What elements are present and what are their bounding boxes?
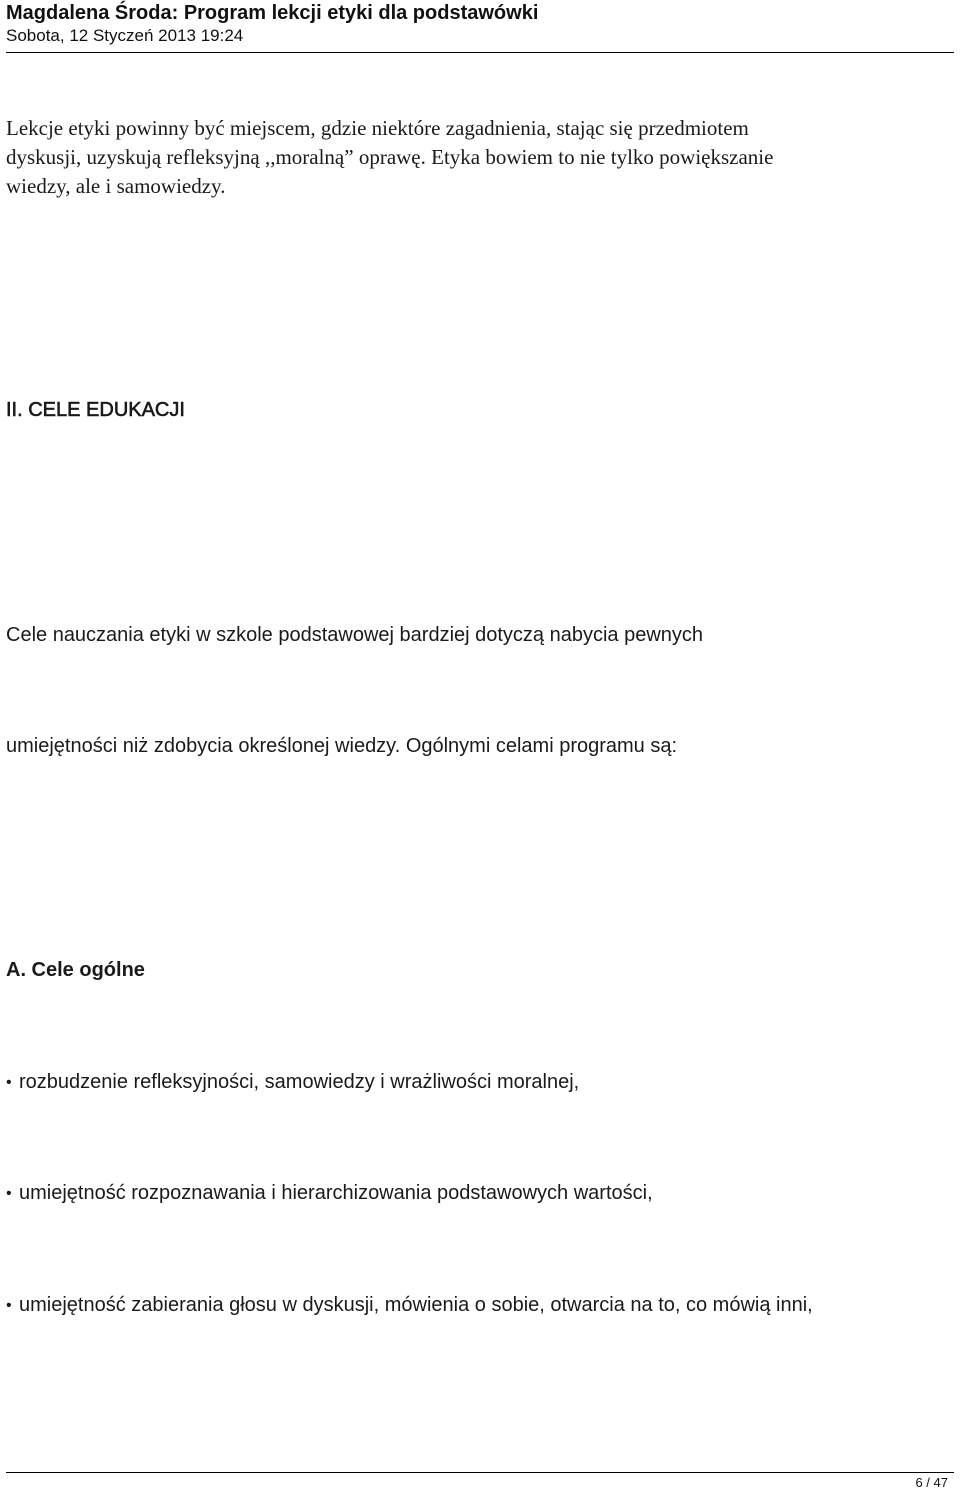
list-item-text: umiejętność zabierania głosu w dyskusji, mówienia o sobie, otwarcia na to, co mówią inni,	[19, 1294, 813, 1316]
list-item	[6, 1069, 579, 1096]
intro-line-2: dyskusji, uzyskują refleksyjną ,,moralną” oprawę. Etyka bowiem to nie tylko powiększanie	[6, 145, 774, 169]
list-item-text: rozbudzenie refleksyjności, samowiedzy i wrażliwości moralnej,	[19, 1071, 580, 1093]
bullet-icon: •	[6, 1297, 12, 1314]
bullet-icon: •	[6, 1185, 12, 1202]
document-title: Magdalena Środa: Program lekcji etyki dla podstawówki	[6, 2, 539, 24]
intro-paragraph	[6, 114, 946, 201]
page-header	[6, 0, 954, 53]
bullet-icon: •	[6, 1074, 12, 1091]
page-number: 6 / 47	[915, 1475, 948, 1490]
publication-date: Sobota, 12 Styczeń 2013 19:24	[6, 26, 244, 45]
cele-paragraph-line-1: Cele nauczania etyki w szkole podstawowej bardziej dotyczą nabycia pewnych	[6, 624, 704, 646]
cele-paragraph-line-2: umiejętności niż zdobycia określonej wiedzy. Ogólnymi celami programu są:	[6, 735, 678, 757]
list-item-text: umiejętność rozpoznawania i hierarchizowania podstawowych wartości,	[19, 1182, 653, 1204]
list-item	[6, 1292, 813, 1319]
intro-line-3: wiedzy, ale i samowiedzy.	[6, 174, 226, 198]
section-heading-cele-edukacji: II. CELE EDUKACJI	[6, 399, 185, 421]
intro-line-1: Lekcje etyki powinny być miejscem, gdzie niektóre zagadnienia, stając się przedmiotem	[6, 116, 749, 140]
footer-divider	[6, 1472, 954, 1473]
section-heading-cele-ogolne: A. Cele ogólne	[6, 959, 145, 981]
list-item	[6, 1180, 653, 1207]
